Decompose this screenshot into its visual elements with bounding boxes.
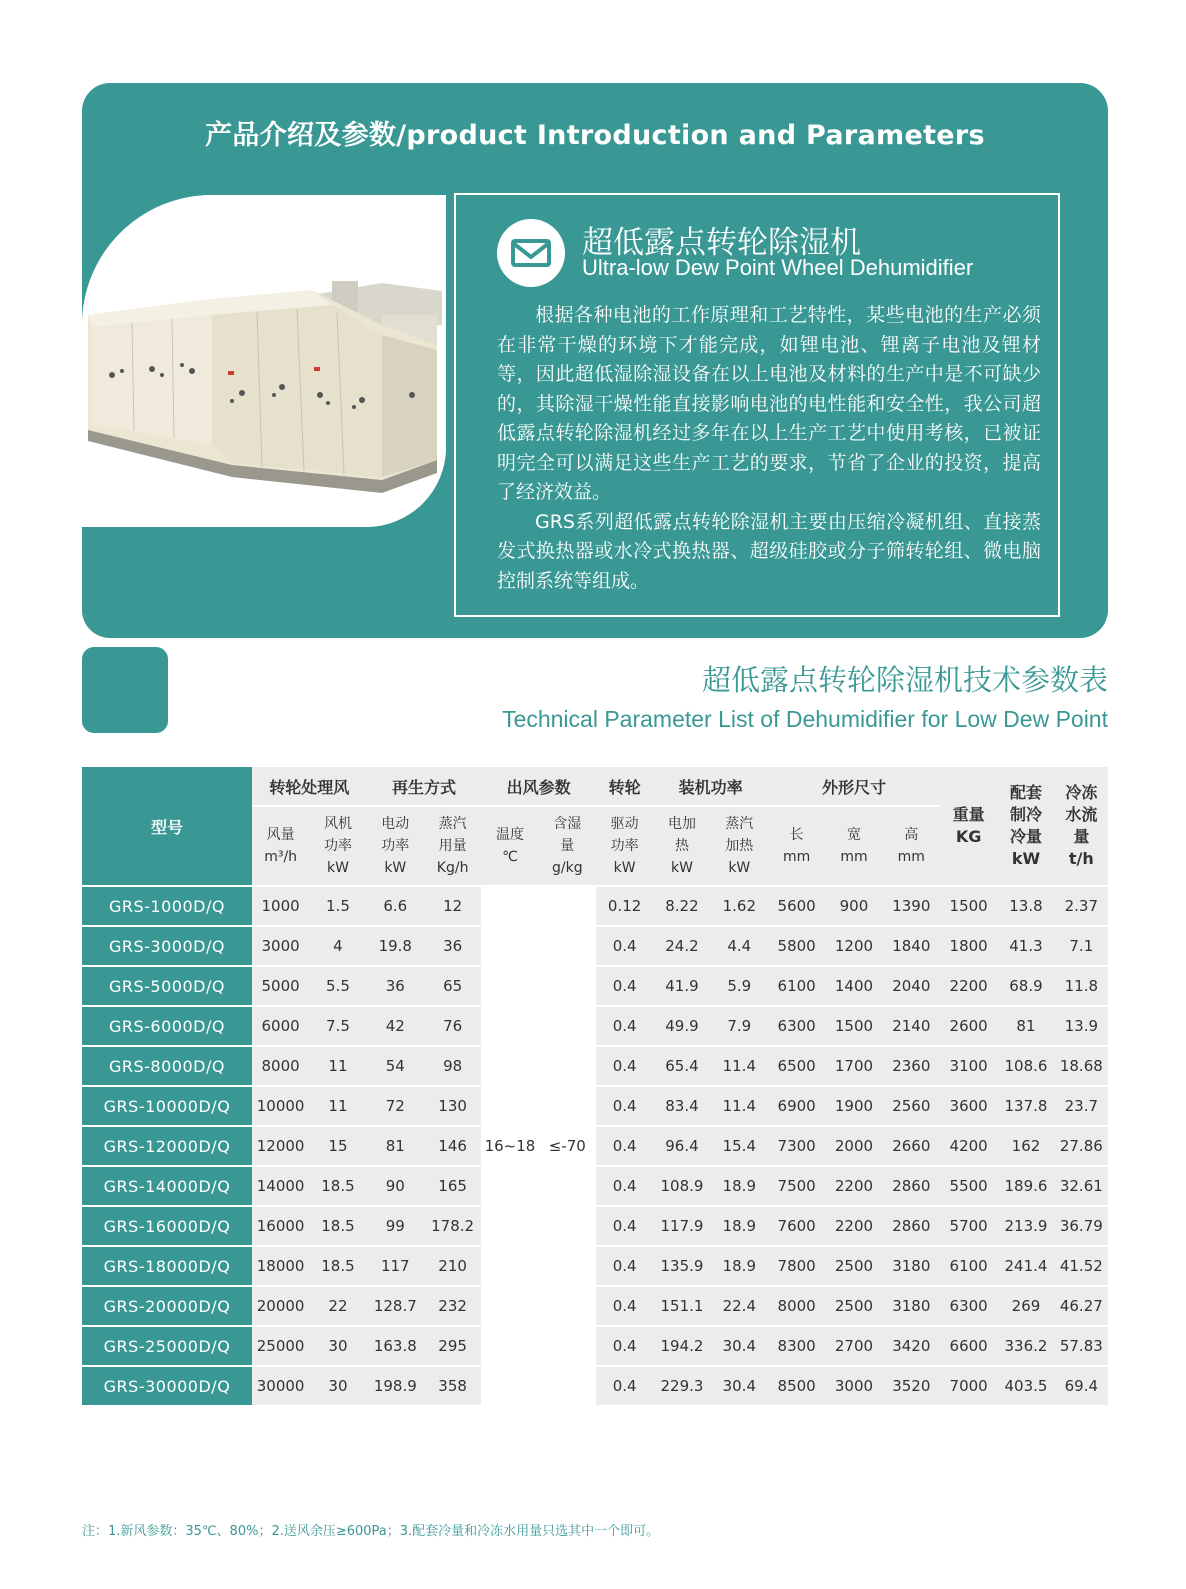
steam-hum-cell: 4.4 xyxy=(711,927,768,965)
model-cell: GRS-3000D/Q xyxy=(82,927,252,965)
steam-cell: 98 xyxy=(424,1047,481,1085)
airflow-cell: 14000 xyxy=(252,1167,309,1205)
water-cell: 7.1 xyxy=(1055,927,1108,965)
steam-hum-cell: 7.9 xyxy=(711,1007,768,1045)
weight-cell: 6300 xyxy=(940,1287,997,1325)
drive-cell: 0.4 xyxy=(596,927,653,965)
cooling-cell: 68.9 xyxy=(997,967,1054,1005)
drive-cell: 0.4 xyxy=(596,1087,653,1125)
cooling-cell: 13.8 xyxy=(997,887,1054,925)
subheader-el-heat: 电加 热 kW xyxy=(653,807,710,885)
model-cell: GRS-14000D/Q xyxy=(82,1167,252,1205)
electric-cell: 117 xyxy=(367,1247,424,1285)
outlet-temp-cell: 16~18 xyxy=(481,1127,538,1165)
table-header xyxy=(82,767,1108,885)
table-row xyxy=(82,1047,1108,1085)
fan-cell: 30 xyxy=(309,1327,366,1365)
intro-paragraph-1: 根据各种电池的工作原理和工艺特性，某些电池的生产必须在非常干燥的环境下才能完成，如锂电池、锂离子电池及锂材等，因此超低湿除湿设备在以上电池及材料的生产中是不可缺少的，其除湿干燥性能直接影响电池的电性能和安全性，我公司超低露点转轮除湿机经过多年在以上生产工艺中使用考核，已被证明完全可以满足这些生产工艺的要求，节省了企业的投资，提高了经济效益。 xyxy=(497,304,1041,503)
table-row xyxy=(82,1167,1108,1205)
table-row xyxy=(82,927,1108,965)
fan-cell: 22 xyxy=(309,1287,366,1325)
width-cell: 2500 xyxy=(825,1247,882,1285)
electric-cell: 72 xyxy=(367,1087,424,1125)
drive-cell: 0.12 xyxy=(596,887,653,925)
length-cell: 6500 xyxy=(768,1047,825,1085)
width-cell: 1700 xyxy=(825,1047,882,1085)
header-cooling: 配套 制冷 冷量 kW xyxy=(997,767,1054,885)
weight-cell: 2200 xyxy=(940,967,997,1005)
cooling-cell: 213.9 xyxy=(997,1207,1054,1245)
steam-hum-cell: 18.9 xyxy=(711,1167,768,1205)
outlet-moisture-cell xyxy=(539,1327,596,1365)
airflow-cell: 16000 xyxy=(252,1207,309,1245)
el-heat-cell: 194.2 xyxy=(653,1327,710,1365)
table-row xyxy=(82,967,1108,1005)
height-cell: 2360 xyxy=(883,1047,940,1085)
width-cell: 1200 xyxy=(825,927,882,965)
water-cell: 2.37 xyxy=(1055,887,1108,925)
header-water: 冷冻 水流 量 t/h xyxy=(1055,767,1108,885)
weight-cell: 5700 xyxy=(940,1207,997,1245)
length-cell: 7600 xyxy=(768,1207,825,1245)
length-cell: 7800 xyxy=(768,1247,825,1285)
electric-cell: 163.8 xyxy=(367,1327,424,1365)
subheader-steam-hum: 蒸汽 加热 kW xyxy=(711,807,768,885)
el-heat-cell: 65.4 xyxy=(653,1047,710,1085)
height-cell: 3180 xyxy=(883,1287,940,1325)
fan-cell: 18.5 xyxy=(309,1167,366,1205)
outlet-temp-cell xyxy=(481,1287,538,1325)
length-cell: 6900 xyxy=(768,1087,825,1125)
water-cell: 13.9 xyxy=(1055,1007,1108,1045)
subheader-height: 高 mm xyxy=(883,807,940,885)
height-cell: 2860 xyxy=(883,1207,940,1245)
outlet-temp-cell xyxy=(481,1087,538,1125)
el-heat-cell: 41.9 xyxy=(653,967,710,1005)
height-cell: 2860 xyxy=(883,1167,940,1205)
hero-title: 产品介绍及参数/product Introduction and Parameters xyxy=(205,120,985,151)
fan-cell: 1.5 xyxy=(309,887,366,925)
header-outlet: 出风参数 xyxy=(481,767,596,805)
footnote: 注：1.新风参数：35℃、80%；2.送风余压≥600Pa；3.配套冷量和冷冻水用量只选其中一个即可。 xyxy=(82,1524,660,1539)
water-cell: 18.68 xyxy=(1055,1047,1108,1085)
width-cell: 2500 xyxy=(825,1287,882,1325)
steam-cell: 165 xyxy=(424,1167,481,1205)
steam-cell: 232 xyxy=(424,1287,481,1325)
subheader-width: 宽 mm xyxy=(825,807,882,885)
steam-cell: 36 xyxy=(424,927,481,965)
model-cell: GRS-8000D/Q xyxy=(82,1047,252,1085)
cooling-cell: 336.2 xyxy=(997,1327,1054,1365)
table-body xyxy=(82,887,1108,1405)
steam-hum-cell: 1.62 xyxy=(711,887,768,925)
subheader-temp: 温度 ℃ xyxy=(481,807,538,885)
airflow-cell: 30000 xyxy=(252,1367,309,1405)
subheader-electric: 电动 功率 kW xyxy=(367,807,424,885)
width-cell: 3000 xyxy=(825,1367,882,1405)
weight-cell: 6100 xyxy=(940,1247,997,1285)
drive-cell: 0.4 xyxy=(596,1247,653,1285)
water-cell: 69.4 xyxy=(1055,1367,1108,1405)
fan-cell: 11 xyxy=(309,1047,366,1085)
el-heat-cell: 49.9 xyxy=(653,1007,710,1045)
steam-hum-cell: 30.4 xyxy=(711,1367,768,1405)
model-cell: GRS-30000D/Q xyxy=(82,1367,252,1405)
length-cell: 5600 xyxy=(768,887,825,925)
intro-paragraph-2: GRS系列超低露点转轮除湿机主要由压缩冷凝机组、直接蒸发式换热器或水冷式换热器、超级硅胶或分子筛转轮组、微电脑控制系统等组成。 xyxy=(497,510,1041,592)
product-photo xyxy=(82,195,446,527)
outlet-temp-cell xyxy=(481,1167,538,1205)
height-cell: 2140 xyxy=(883,1007,940,1045)
outlet-moisture-cell: ≤-70 xyxy=(539,1127,596,1165)
intro-description xyxy=(497,301,1041,596)
length-cell: 5800 xyxy=(768,927,825,965)
airflow-cell: 25000 xyxy=(252,1327,309,1365)
steam-cell: 76 xyxy=(424,1007,481,1045)
table-row xyxy=(82,1087,1108,1125)
airflow-cell: 20000 xyxy=(252,1287,309,1325)
outlet-moisture-cell xyxy=(539,1087,596,1125)
electric-cell: 128.7 xyxy=(367,1287,424,1325)
header-model: 型号 xyxy=(82,767,252,885)
cooling-cell: 241.4 xyxy=(997,1247,1054,1285)
width-cell: 2700 xyxy=(825,1327,882,1365)
water-cell: 57.83 xyxy=(1055,1327,1108,1365)
subheader-length: 长 mm xyxy=(768,807,825,885)
steam-cell: 358 xyxy=(424,1367,481,1405)
cooling-cell: 41.3 xyxy=(997,927,1054,965)
drive-cell: 0.4 xyxy=(596,1207,653,1245)
model-cell: GRS-18000D/Q xyxy=(82,1247,252,1285)
steam-cell: 210 xyxy=(424,1247,481,1285)
fan-cell: 4 xyxy=(309,927,366,965)
outlet-temp-cell xyxy=(481,1007,538,1045)
header-dimensions: 外形尺寸 xyxy=(768,767,940,805)
electric-cell: 81 xyxy=(367,1127,424,1165)
model-cell: GRS-6000D/Q xyxy=(82,1007,252,1045)
airflow-cell: 5000 xyxy=(252,967,309,1005)
steam-cell: 178.2 xyxy=(424,1207,481,1245)
table-row xyxy=(82,1007,1108,1045)
steam-cell: 130 xyxy=(424,1087,481,1125)
outlet-moisture-cell xyxy=(539,1007,596,1045)
el-heat-cell: 8.22 xyxy=(653,887,710,925)
subheader-fan: 风机 功率 kW xyxy=(309,807,366,885)
electric-cell: 19.8 xyxy=(367,927,424,965)
model-cell: GRS-20000D/Q xyxy=(82,1287,252,1325)
table-row xyxy=(82,1367,1108,1405)
width-cell: 1500 xyxy=(825,1007,882,1045)
drive-cell: 0.4 xyxy=(596,1127,653,1165)
fan-cell: 18.5 xyxy=(309,1247,366,1285)
weight-cell: 1500 xyxy=(940,887,997,925)
fan-cell: 11 xyxy=(309,1087,366,1125)
water-cell: 36.79 xyxy=(1055,1207,1108,1245)
steam-cell: 146 xyxy=(424,1127,481,1165)
electric-cell: 6.6 xyxy=(367,887,424,925)
length-cell: 8000 xyxy=(768,1287,825,1325)
weight-cell: 5500 xyxy=(940,1167,997,1205)
outlet-temp-cell xyxy=(481,1047,538,1085)
subheader-drive: 驱动 功率 kW xyxy=(596,807,653,885)
fan-cell: 5.5 xyxy=(309,967,366,1005)
electric-cell: 54 xyxy=(367,1047,424,1085)
width-cell: 2000 xyxy=(825,1127,882,1165)
length-cell: 6300 xyxy=(768,1007,825,1045)
cooling-cell: 108.6 xyxy=(997,1047,1054,1085)
model-cell: GRS-1000D/Q xyxy=(82,887,252,925)
section-title-cn: 超低露点转轮除湿机技术参数表 xyxy=(701,663,1108,697)
header-wheel-air: 转轮处理风 xyxy=(252,767,367,805)
model-cell: GRS-5000D/Q xyxy=(82,967,252,1005)
drive-cell: 0.4 xyxy=(596,1167,653,1205)
intro-title-en: Ultra-low Dew Point Wheel Dehumidifier xyxy=(582,255,974,280)
drive-cell: 0.4 xyxy=(596,967,653,1005)
fan-cell: 18.5 xyxy=(309,1207,366,1245)
model-cell: GRS-10000D/Q xyxy=(82,1087,252,1125)
steam-hum-cell: 30.4 xyxy=(711,1327,768,1365)
weight-cell: 4200 xyxy=(940,1127,997,1165)
weight-cell: 3600 xyxy=(940,1087,997,1125)
outlet-temp-cell xyxy=(481,1207,538,1245)
steam-hum-cell: 15.4 xyxy=(711,1127,768,1165)
height-cell: 2040 xyxy=(883,967,940,1005)
table-row xyxy=(82,1287,1108,1325)
fan-cell: 15 xyxy=(309,1127,366,1165)
model-cell: GRS-12000D/Q xyxy=(82,1127,252,1165)
outlet-moisture-cell xyxy=(539,1207,596,1245)
header-installed-power: 装机功率 xyxy=(653,767,768,805)
steam-cell: 295 xyxy=(424,1327,481,1365)
el-heat-cell: 108.9 xyxy=(653,1167,710,1205)
hero-panel xyxy=(82,83,1108,638)
electric-cell: 99 xyxy=(367,1207,424,1245)
drive-cell: 0.4 xyxy=(596,1007,653,1045)
dehumidifier-illustration xyxy=(82,195,446,527)
cooling-cell: 81 xyxy=(997,1007,1054,1045)
airflow-cell: 8000 xyxy=(252,1047,309,1085)
el-heat-cell: 24.2 xyxy=(653,927,710,965)
steam-cell: 65 xyxy=(424,967,481,1005)
steam-hum-cell: 11.4 xyxy=(711,1087,768,1125)
header-regen: 再生方式 xyxy=(367,767,482,805)
header-weight: 重量 KG xyxy=(940,767,997,885)
section-title-en: Technical Parameter List of Dehumidifier for Low Dew Point xyxy=(502,706,1108,732)
airflow-cell: 3000 xyxy=(252,927,309,965)
envelope-icon xyxy=(497,219,565,287)
header-wheel: 转轮 xyxy=(596,767,653,805)
outlet-moisture-cell xyxy=(539,1247,596,1285)
electric-cell: 42 xyxy=(367,1007,424,1045)
height-cell: 2660 xyxy=(883,1127,940,1165)
fan-cell: 30 xyxy=(309,1367,366,1405)
height-cell: 1390 xyxy=(883,887,940,925)
weight-cell: 1800 xyxy=(940,927,997,965)
length-cell: 6100 xyxy=(768,967,825,1005)
outlet-moisture-cell xyxy=(539,1047,596,1085)
height-cell: 1840 xyxy=(883,927,940,965)
subheader-airflow: 风量 m³/h xyxy=(252,807,309,885)
table-row xyxy=(82,1247,1108,1285)
table-row xyxy=(82,1207,1108,1245)
outlet-temp-cell xyxy=(481,1327,538,1365)
steam-hum-cell: 18.9 xyxy=(711,1207,768,1245)
water-cell: 23.7 xyxy=(1055,1087,1108,1125)
water-cell: 27.86 xyxy=(1055,1127,1108,1165)
steam-hum-cell: 22.4 xyxy=(711,1287,768,1325)
el-heat-cell: 83.4 xyxy=(653,1087,710,1125)
outlet-temp-cell xyxy=(481,887,538,925)
weight-cell: 6600 xyxy=(940,1327,997,1365)
outlet-moisture-cell xyxy=(539,887,596,925)
intro-title-cn: 超低露点转轮除湿机 xyxy=(582,225,861,261)
drive-cell: 0.4 xyxy=(596,1047,653,1085)
water-cell: 46.27 xyxy=(1055,1287,1108,1325)
drive-cell: 0.4 xyxy=(596,1287,653,1325)
water-cell: 11.8 xyxy=(1055,967,1108,1005)
el-heat-cell: 229.3 xyxy=(653,1367,710,1405)
subheader-moisture: 含湿 量 g/kg xyxy=(539,807,596,885)
outlet-temp-cell xyxy=(481,1367,538,1405)
outlet-moisture-cell xyxy=(539,927,596,965)
height-cell: 3420 xyxy=(883,1327,940,1365)
fan-cell: 7.5 xyxy=(309,1007,366,1045)
steam-cell: 12 xyxy=(424,887,481,925)
weight-cell: 3100 xyxy=(940,1047,997,1085)
cooling-cell: 137.8 xyxy=(997,1087,1054,1125)
outlet-temp-cell xyxy=(481,1247,538,1285)
weight-cell: 2600 xyxy=(940,1007,997,1045)
outlet-temp-cell xyxy=(481,927,538,965)
steam-hum-cell: 18.9 xyxy=(711,1247,768,1285)
water-cell: 32.61 xyxy=(1055,1167,1108,1205)
airflow-cell: 12000 xyxy=(252,1127,309,1165)
electric-cell: 198.9 xyxy=(367,1367,424,1405)
height-cell: 3180 xyxy=(883,1247,940,1285)
outlet-temp-cell xyxy=(481,967,538,1005)
table-row xyxy=(82,887,1108,925)
height-cell: 3520 xyxy=(883,1367,940,1405)
cooling-cell: 269 xyxy=(997,1287,1054,1325)
section-accent-block xyxy=(82,647,168,733)
outlet-moisture-cell xyxy=(539,1367,596,1405)
outlet-moisture-cell xyxy=(539,1167,596,1205)
table-row xyxy=(82,1127,1108,1165)
length-cell: 7500 xyxy=(768,1167,825,1205)
el-heat-cell: 135.9 xyxy=(653,1247,710,1285)
cooling-cell: 403.5 xyxy=(997,1367,1054,1405)
airflow-cell: 18000 xyxy=(252,1247,309,1285)
electric-cell: 90 xyxy=(367,1167,424,1205)
parameter-table xyxy=(82,765,1108,1407)
length-cell: 7300 xyxy=(768,1127,825,1165)
subheader-steam: 蒸汽 用量 Kg/h xyxy=(424,807,481,885)
cooling-cell: 162 xyxy=(997,1127,1054,1165)
water-cell: 41.52 xyxy=(1055,1247,1108,1285)
outlet-moisture-cell xyxy=(539,1287,596,1325)
width-cell: 2200 xyxy=(825,1167,882,1205)
cooling-cell: 189.6 xyxy=(997,1167,1054,1205)
airflow-cell: 6000 xyxy=(252,1007,309,1045)
steam-hum-cell: 11.4 xyxy=(711,1047,768,1085)
el-heat-cell: 117.9 xyxy=(653,1207,710,1245)
width-cell: 1400 xyxy=(825,967,882,1005)
drive-cell: 0.4 xyxy=(596,1367,653,1405)
weight-cell: 7000 xyxy=(940,1367,997,1405)
length-cell: 8300 xyxy=(768,1327,825,1365)
intro-box xyxy=(454,193,1060,617)
airflow-cell: 1000 xyxy=(252,887,309,925)
table-row xyxy=(82,1327,1108,1365)
width-cell: 2200 xyxy=(825,1207,882,1245)
airflow-cell: 10000 xyxy=(252,1087,309,1125)
length-cell: 8500 xyxy=(768,1367,825,1405)
steam-hum-cell: 5.9 xyxy=(711,967,768,1005)
outlet-moisture-cell xyxy=(539,967,596,1005)
height-cell: 2560 xyxy=(883,1087,940,1125)
width-cell: 900 xyxy=(825,887,882,925)
drive-cell: 0.4 xyxy=(596,1327,653,1365)
el-heat-cell: 151.1 xyxy=(653,1287,710,1325)
width-cell: 1900 xyxy=(825,1087,882,1125)
model-cell: GRS-25000D/Q xyxy=(82,1327,252,1365)
el-heat-cell: 96.4 xyxy=(653,1127,710,1165)
electric-cell: 36 xyxy=(367,967,424,1005)
model-cell: GRS-16000D/Q xyxy=(82,1207,252,1245)
